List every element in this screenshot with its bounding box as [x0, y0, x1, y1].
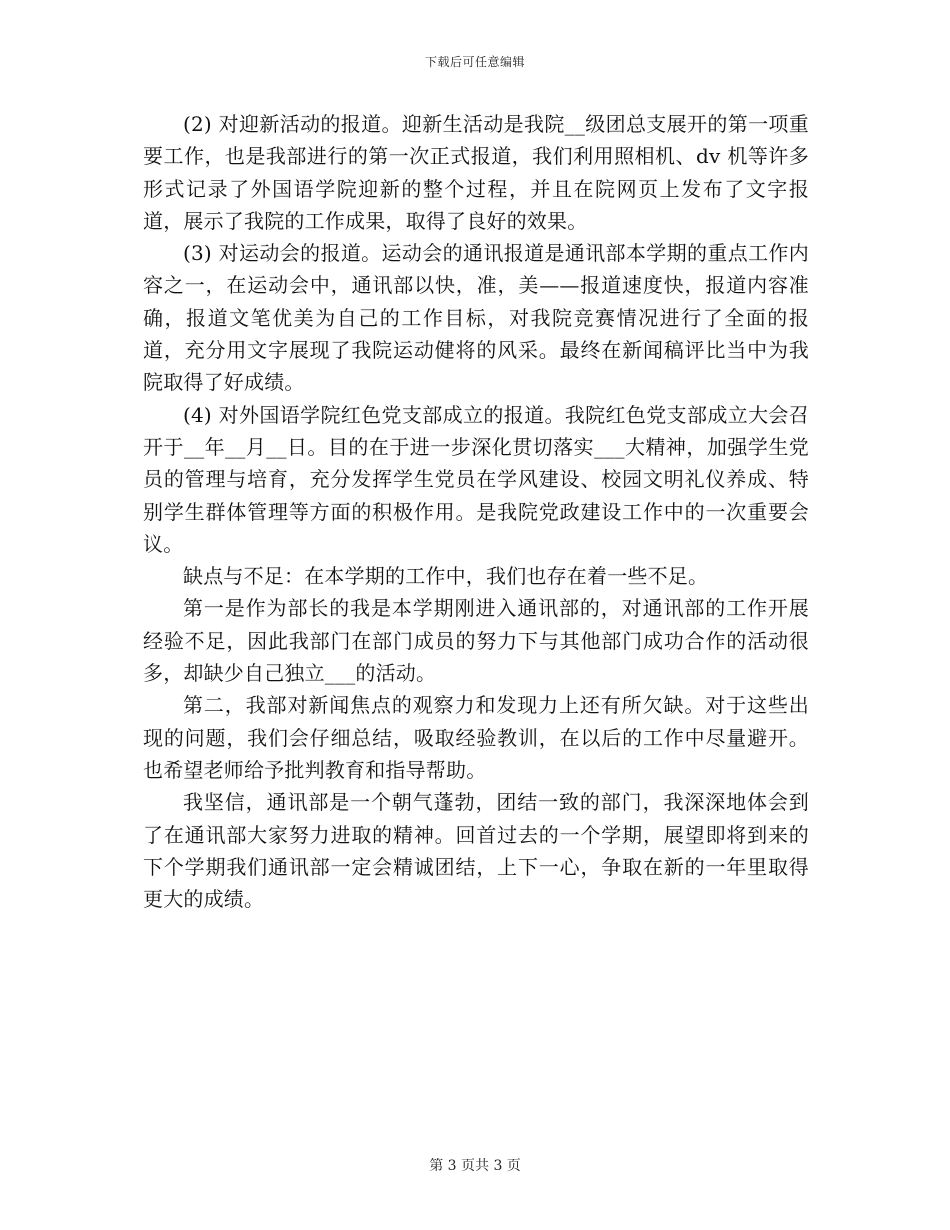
paragraph-welcome-report: (2) 对迎新活动的报道。迎新生活动是我院__级团总支展开的第一项重要工作，也是我部进行的第一次正式报道，我们利用照相机、dv 机等许多形式记录了外国语学院迎新的整个过程，并且在院网页上发布了文字报道，展示了我院的工作成果，取得了良好的效果。	[143, 112, 809, 233]
page-number-footer: 第 3 页共 3 页	[429, 1158, 521, 1174]
page-header: 下载后可任意编辑	[424, 55, 525, 69]
paragraph-party-branch-report: (4) 对外国语学院红色党支部成立的报道。我院红色党支部成立大会召开于__年__月__日。目的在于进一步深化贯切落实___大精神，加强学生党员的管理与培育，充分发挥学生党员在学风建设、校园文明礼仪养成、特别学生群体管理等方面的积极作用。是我院党政建设工作中的一次重要会议。	[143, 402, 809, 556]
paragraph-second-shortcoming: 第二，我部对新闻焦点的观察力和发现力上还有所欠缺。对于这些出现的问题，我们会仔细总结，吸取经验教训，在以后的工作中尽量避开。也希望老师给予批判教育和指导帮助。	[143, 693, 809, 782]
paragraph-shortcomings: 缺点与不足：在本学期的工作中，我们也存在着一些不足。	[183, 564, 709, 589]
document-body	[143, 108, 809, 915]
paragraph-first-shortcoming: 第一是作为部长的我是本学期刚进入通讯部的，对通讯部的工作开展经验不足，因此我部门在部门成员的努力下与其他部门成功合作的活动很多，却缺少自己独立___的活动。	[143, 596, 809, 686]
paragraph-sports-meet-report: (3) 对运动会的报道。运动会的通讯报道是通讯部本学期的重点工作内容之一，在运动会中，通讯部以快，准，美——报道速度快，报道内容准确，报道文笔优美为自己的工作目标，对我院竞赛情况进行了全面的报道，充分用文字展现了我院运动健将的风采。最终在新闻稿评比当中为我院取得了好成绩。	[143, 241, 809, 395]
paragraph-conclusion: 我坚信，通讯部是一个朝气蓬勃，团结一致的部门，我深深地体会到了在通讯部大家努力进取的精神。回首过去的一个学期，展望即将到来的下个学期我们通讯部一定会精诚团结，上下一心，争取在新的一年里取得更大的成绩。	[143, 790, 809, 912]
